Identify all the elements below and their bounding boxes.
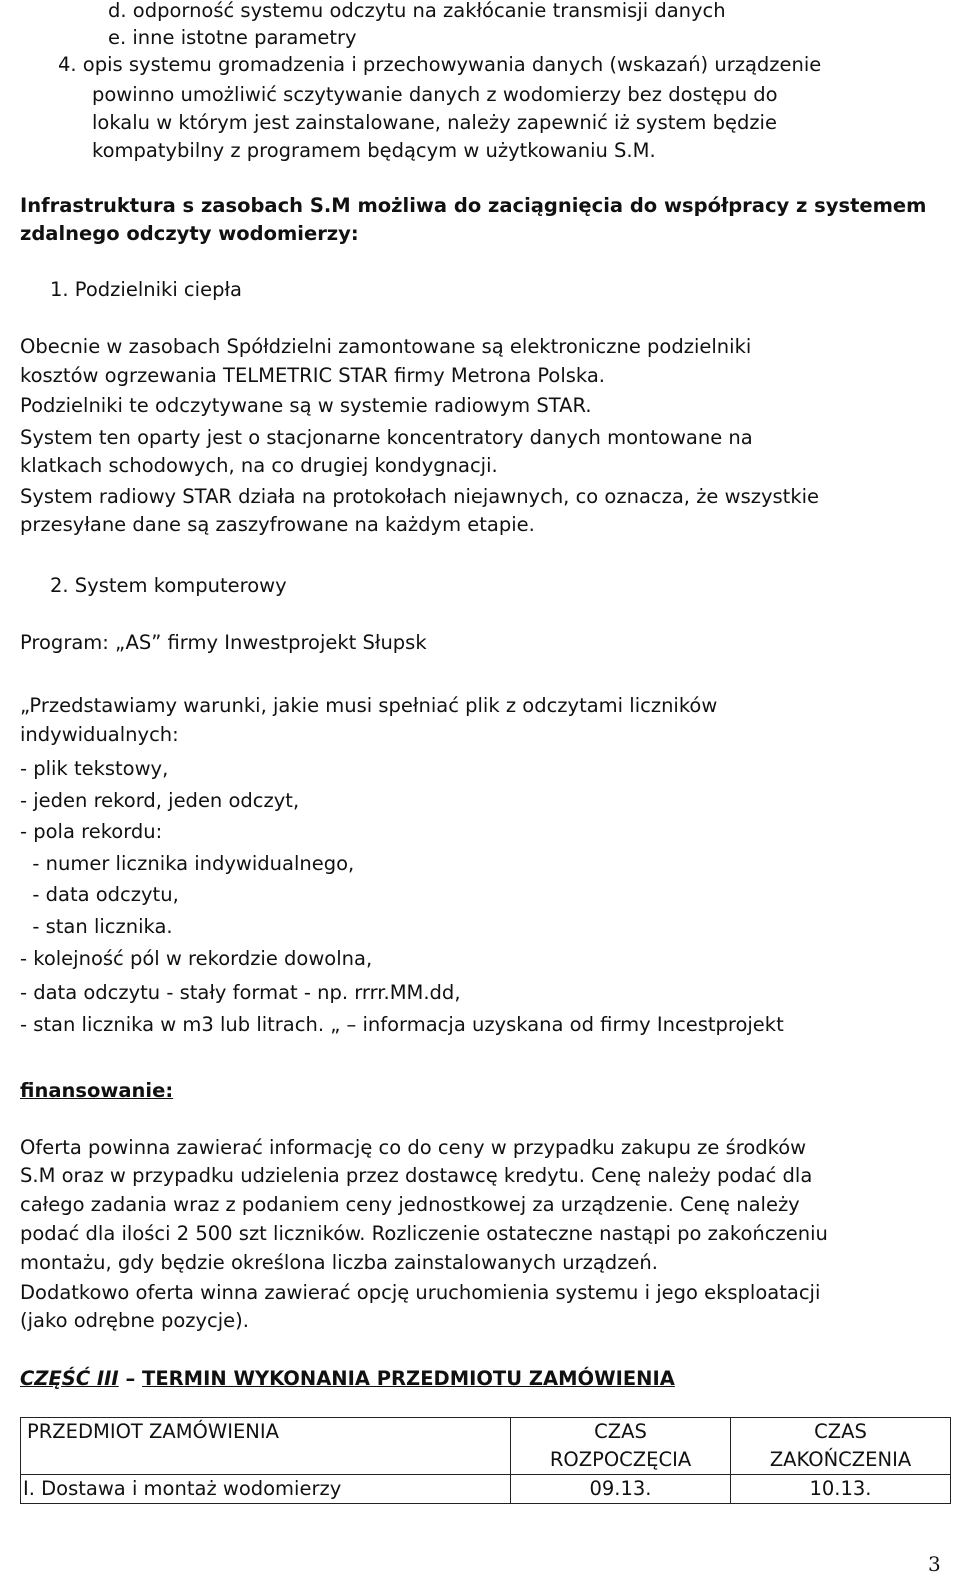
row-start: 09.13. <box>511 1475 731 1504</box>
financing-line: (jako odrębne pozycje). <box>20 1309 249 1332</box>
schedule-table <box>20 1417 951 1504</box>
requirements-line: - pola rekordu: <box>20 820 163 843</box>
row-subject: I. Dostawa i montaż wodomierzy <box>21 1475 511 1504</box>
part3-dash: – <box>125 1367 136 1390</box>
header-end-line2: ZAKOŃCZENIA <box>769 1448 912 1471</box>
table-header-row <box>21 1418 951 1475</box>
heat-paragraph-line: Podzielniki te odczytywane są w systemie radiowym STAR. <box>20 394 592 417</box>
financing-line: podać dla ilości 2 500 szt liczników. Rozliczenie ostateczne nastąpi po zakończeniu <box>20 1222 828 1245</box>
infra-heading: Infrastruktura s zasobach S.M możliwa do zaciągnięcia do współpracy z systemem <box>20 194 927 217</box>
part3-title: TERMIN WYKONANIA PRZEDMIOTU ZAMÓWIENIA <box>142 1367 675 1390</box>
financing-line: S.M oraz w przypadku udzielenia przez dostawcę kredytu. Cenę należy podać dla <box>20 1164 813 1187</box>
requirements-line: - stan licznika w m3 lub litrach. „ – informacja uzyskana od firmy Incestprojekt <box>20 1013 784 1036</box>
criteria-item-4-line: kompatybilny z programem będącym w użytkowaniu S.M. <box>92 139 656 162</box>
financing-line: montażu, gdy będzie określona liczba zainstalowanych urządzeń. <box>20 1251 658 1274</box>
header-subject-text: PRZEDMIOT ZAMÓWIENIA <box>27 1420 279 1443</box>
criteria-item-4-line: lokalu w którym jest zainstalowane, należy zapewnić iż system będzie <box>92 111 777 134</box>
section-heat-title: 1. Podzielniki ciepła <box>50 278 242 301</box>
header-end-line1: CZAS <box>814 1420 867 1443</box>
requirements-line: - kolejność pól w rekordzie dowolna, <box>20 947 373 970</box>
header-start <box>511 1418 731 1475</box>
table-row <box>21 1475 951 1504</box>
heat-paragraph-line: przesyłane dane są zaszyfrowane na każdym etapie. <box>20 513 535 536</box>
program-line: Program: „AS” firmy Inwestprojekt Słupsk <box>20 631 427 654</box>
criteria-item-d: d. odporność systemu odczytu na zakłócanie transmisji danych <box>108 0 726 22</box>
requirements-line: - data odczytu, <box>20 883 179 906</box>
heat-paragraph-line: System ten oparty jest o stacjonarne koncentratory danych montowane na <box>20 426 753 449</box>
requirements-line: - plik tekstowy, <box>20 757 169 780</box>
requirements-line: „Przedstawiamy warunki, jakie musi spełniać plik z odczytami liczników <box>20 694 718 717</box>
page-number: 3 <box>928 1552 941 1576</box>
heat-paragraph-line: System radiowy STAR działa na protokołach niejawnych, co oznacza, że wszystkie <box>20 485 820 508</box>
infra-heading: zdalnego odczyty wodomierzy: <box>20 222 359 245</box>
part3-label: CZĘŚĆ III <box>20 1367 119 1390</box>
header-start-line1: CZAS <box>594 1420 647 1443</box>
financing-line: całego zadania wraz z podaniem ceny jednostkowej za urządzenie. Cenę należy <box>20 1193 800 1216</box>
requirements-line: - stan licznika. <box>20 915 173 938</box>
header-subject <box>21 1418 511 1475</box>
header-start-line2: ROZPOCZĘCIA <box>549 1448 692 1471</box>
header-end <box>731 1418 951 1475</box>
requirements-line: - jeden rekord, jeden odczyt, <box>20 789 300 812</box>
row-end: 10.13. <box>731 1475 951 1504</box>
financing-line: Dodatkowo oferta winna zawierać opcję uruchomienia systemu i jego eksploatacji <box>20 1281 821 1304</box>
section-computer-title: 2. System komputerowy <box>50 574 287 597</box>
criteria-item-4-line: powinno umożliwić sczytywanie danych z wodomierzy bez dostępu do <box>92 83 778 106</box>
requirements-line: - numer licznika indywidualnego, <box>20 852 355 875</box>
part3-heading <box>20 1364 675 1393</box>
heat-paragraph-line: Obecnie w zasobach Spółdzielni zamontowane są elektroniczne podzielniki <box>20 335 752 358</box>
requirements-line: indywidualnych: <box>20 723 179 746</box>
requirements-line: - data odczytu - stały format - np. rrrr.MM.dd, <box>20 981 461 1004</box>
criteria-item-e: e. inne istotne parametry <box>108 26 357 49</box>
heat-paragraph-line: klatkach schodowych, na co drugiej kondygnacji. <box>20 454 498 477</box>
financing-line: Oferta powinna zawierać informację co do ceny w przypadku zakupu ze środków <box>20 1136 807 1159</box>
financing-heading: finansowanie: <box>20 1079 174 1102</box>
criteria-item-4: 4. opis systemu gromadzenia i przechowywania danych (wskazań) urządzenie <box>58 53 822 76</box>
heat-paragraph-line: kosztów ogrzewania TELMETRIC STAR firmy Metrona Polska. <box>20 364 606 387</box>
